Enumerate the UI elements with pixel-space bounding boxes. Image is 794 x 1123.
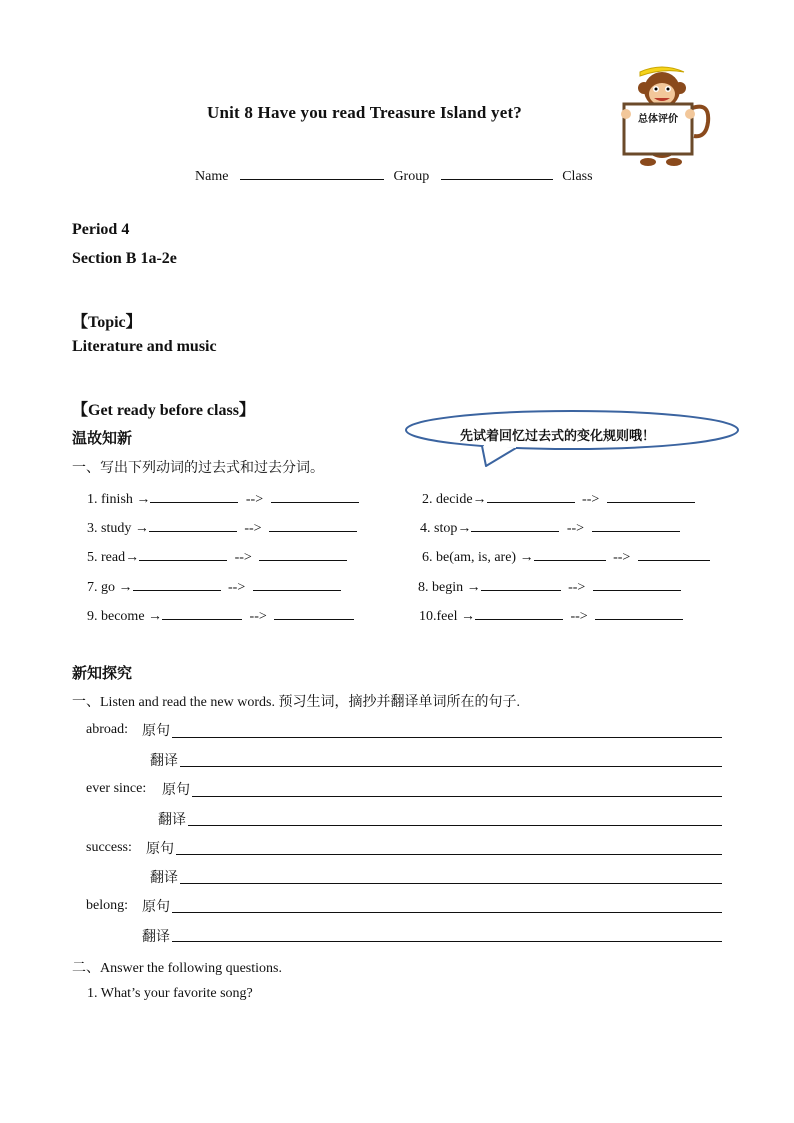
word-label: abroad: — [86, 722, 128, 737]
name-label: Name — [195, 169, 229, 184]
original-sentence-line[interactable] — [172, 912, 722, 913]
word-label: ever since: — [86, 781, 147, 796]
arrow-icon: → — [466, 580, 481, 595]
monkey-badge-icon — [612, 62, 712, 170]
class-label: Class — [562, 169, 593, 184]
participle-blank[interactable] — [253, 576, 341, 591]
translation-label: 翻译 — [150, 870, 178, 886]
verb-item: 1. finish → --> — [87, 488, 359, 508]
name-blank[interactable] — [240, 165, 384, 180]
badge-label: 总体评价 — [638, 114, 678, 125]
arrow-icon: → — [125, 550, 140, 565]
arrow-icon: → — [519, 550, 534, 565]
past-blank[interactable] — [139, 546, 227, 561]
topic-text: Literature and music — [72, 338, 217, 355]
questions-instruction: 二、Answer the following questions. — [72, 961, 282, 976]
past-blank[interactable] — [162, 605, 242, 620]
new-words-instruction: 一、Listen and read the new words. 预习生词，摘抄并翻译单词所在的句子. — [72, 695, 520, 710]
participle-blank[interactable] — [259, 546, 347, 561]
past-blank[interactable] — [534, 546, 606, 561]
verb-item: 7. go → --> — [87, 576, 341, 596]
original-sentence-line[interactable] — [176, 854, 722, 855]
translation-line[interactable] — [180, 883, 722, 884]
verb-item: 9. become → --> — [87, 605, 354, 625]
original-sentence-line[interactable] — [172, 737, 722, 738]
participle-blank[interactable] — [269, 517, 357, 532]
name-group-class-row — [195, 165, 593, 185]
arrow-icon: → — [460, 609, 475, 624]
arrow-icon: → — [457, 521, 472, 536]
bubble-text: 先试着回忆过去式的变化规则哦！ — [460, 429, 656, 444]
arrow-icon: → — [136, 492, 151, 507]
participle-blank[interactable] — [271, 488, 359, 503]
new-knowledge-heading: 新知探究 — [72, 664, 133, 682]
word-label: belong: — [86, 898, 128, 913]
verb-item: 3. study → --> — [87, 517, 357, 537]
verbs-instruction: 一、写出下列动词的过去式和过去分词。 — [72, 460, 324, 476]
verb-item: 2. decide→ --> — [422, 488, 695, 508]
verb-item: 6. be(am, is, are) → --> — [422, 546, 710, 566]
translation-line[interactable] — [188, 825, 722, 826]
translation-line[interactable] — [172, 941, 722, 942]
past-blank[interactable] — [475, 605, 563, 620]
original-sentence-label: 原句 — [142, 899, 170, 915]
participle-blank[interactable] — [274, 605, 354, 620]
arrow-icon: → — [118, 580, 133, 595]
original-sentence-label: 原句 — [162, 782, 190, 798]
original-sentence-line[interactable] — [192, 796, 722, 797]
verb-item: 10.feel → --> — [419, 605, 683, 625]
translation-label: 翻译 — [158, 812, 186, 828]
past-blank[interactable] — [481, 576, 561, 591]
past-blank[interactable] — [150, 488, 238, 503]
word-label: success: — [86, 840, 132, 855]
review-heading: 温故知新 — [72, 429, 133, 447]
group-label: Group — [393, 169, 430, 184]
participle-blank[interactable] — [592, 517, 680, 532]
arrow-icon: → — [472, 492, 487, 507]
past-blank[interactable] — [471, 517, 559, 532]
get-ready-heading: 【Get ready before class】 — [72, 402, 255, 419]
past-blank[interactable] — [133, 576, 221, 591]
past-blank[interactable] — [149, 517, 237, 532]
translation-label: 翻译 — [150, 753, 178, 769]
period-label: Period 4 — [72, 221, 130, 238]
original-sentence-label: 原句 — [146, 841, 174, 857]
participle-blank[interactable] — [607, 488, 695, 503]
arrow-icon: → — [134, 521, 149, 536]
participle-blank[interactable] — [638, 546, 710, 561]
arrow-icon: → — [148, 609, 163, 624]
translation-line[interactable] — [180, 766, 722, 767]
original-sentence-label: 原句 — [142, 723, 170, 739]
verb-item: 4. stop→ --> — [420, 517, 680, 537]
group-blank[interactable] — [441, 165, 553, 180]
section-label: Section B 1a-2e — [72, 250, 177, 267]
verb-item: 5. read→ --> — [87, 546, 347, 566]
translation-label: 翻译 — [142, 929, 170, 945]
verb-item: 8. begin → --> — [418, 576, 681, 596]
page-title: Unit 8 Have you read Treasure Island yet? — [207, 103, 523, 122]
participle-blank[interactable] — [595, 605, 683, 620]
participle-blank[interactable] — [593, 576, 681, 591]
question-item: 1. What’s your favorite song? — [87, 986, 253, 1001]
topic-heading: 【Topic】 — [72, 314, 142, 331]
past-blank[interactable] — [487, 488, 575, 503]
